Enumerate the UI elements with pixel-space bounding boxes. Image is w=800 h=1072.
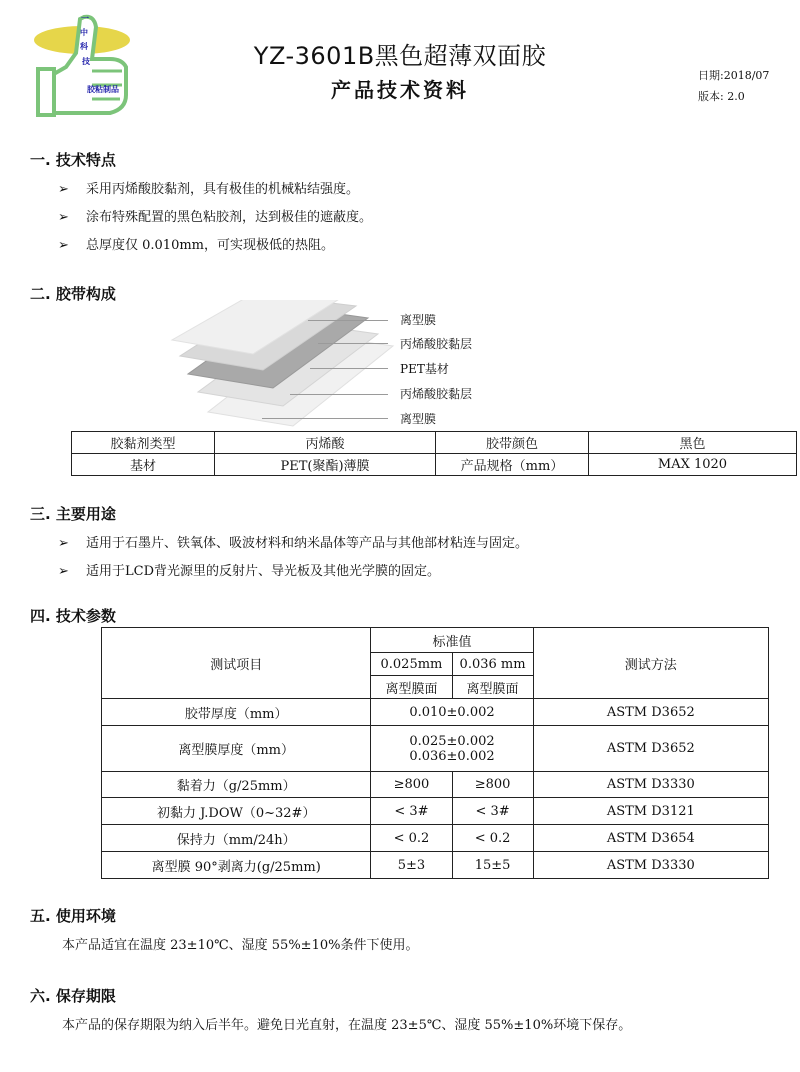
table-cell: 0.010±0.002 [371,699,533,726]
table-cell: 丙烯酸 [215,432,436,454]
table-header: 测试项目 [102,628,371,699]
table-header: 0.036 mm [452,653,533,676]
usage-item [58,560,440,579]
usage-text: 适用于LCD背光源里的反射片、导光板及其他光学膜的固定。 [86,564,441,579]
date-label: 日期:2018/07 [698,69,770,82]
arrow-icon: ➢ [58,210,69,225]
table-cell: 离型膜 90°剥离力(g/25mm) [102,852,371,879]
table-header: 标准值 [371,628,533,653]
table-row [102,699,769,726]
table-row [102,825,769,852]
table-cell: 基材 [72,454,215,476]
cell-line: 0.025±0.002 [409,733,495,749]
table-cell: ASTM D3330 [533,772,768,798]
logo-char-3: 科 [80,42,88,51]
table-row [102,798,769,825]
table-cell: 胶带颜色 [436,432,589,454]
environment-text: 本产品适宜在温度 23±10℃、湿度 55%±10%条件下使用。 [62,938,419,953]
logo-char-1: 一 [81,14,89,23]
table-cell: 保持力（mm/24h） [102,825,371,852]
table-row [72,454,797,476]
table-cell: ≥800 [452,772,533,798]
shelf-life-text: 本产品的保存期限为纳入后半年。避免日光直射，在温度 23±5℃、湿度 55%±10%环境下保存。 [62,1018,632,1033]
table-cell: ASTM D3121 [533,798,768,825]
table-cell: 初黏力 J.DOW（0~32#） [102,798,371,825]
table-cell: 离型膜厚度（mm） [102,726,371,772]
usage-text: 适用于石墨片、铁氧体、吸波材料和纳米晶体等产品与其他部材粘连与固定。 [86,536,529,551]
section-title-structure: 二. 胶带构成 [30,285,116,303]
section-title-features: 一. 技术特点 [30,151,116,169]
layer-label: 丙烯酸胶黏层 [400,387,473,401]
table-row [102,726,769,772]
table-row [102,628,769,653]
table-cell: < 3# [452,798,533,825]
table-row [102,772,769,798]
table-cell: 产品规格（mm） [436,454,589,476]
table-cell: ASTM D3330 [533,852,768,879]
logo-char-4: 技 [82,57,90,66]
parameter-table [101,627,769,879]
feature-text: 总厚度仅 0.010mm，可实现极低的热阻。 [86,238,335,253]
logo-char-5: 胶粘制品 [87,85,119,94]
table-cell: 胶黏剂类型 [72,432,215,454]
spec-table [71,431,797,476]
feature-item [58,234,334,253]
usage-item [58,532,528,551]
table-header: 测试方法 [533,628,768,699]
page-title: YZ-3601B黑色超薄双面胶 [253,42,547,70]
feature-item [58,206,372,225]
section-title-environment: 五. 使用环境 [30,907,116,925]
cell-line: 0.036±0.002 [409,748,495,764]
version-label: 版本: 2.0 [698,90,745,103]
feature-text: 采用丙烯酸胶黏剂，具有极佳的机械粘结强度。 [86,182,360,197]
table-cell: < 0.2 [371,825,452,852]
table-header: 离型膜面 [452,676,533,699]
page-subtitle: 产品技术资料 [331,78,469,102]
table-cell: < 0.2 [452,825,533,852]
section-title-parameters: 四. 技术参数 [30,607,116,625]
layer-label: 离型膜 [400,313,437,327]
arrow-icon: ➢ [58,238,69,253]
section-title-shelf-life: 六. 保存期限 [30,987,116,1005]
feature-text: 涂布特殊配置的黑色粘胶剂，达到极佳的遮蔽度。 [86,210,373,225]
table-cell: 5±3 [371,852,452,879]
table-row [72,432,797,454]
table-header: 0.025mm [371,653,452,676]
table-cell: 黏着力（g/25mm） [102,772,371,798]
arrow-icon: ➢ [58,564,69,579]
arrow-icon: ➢ [58,182,69,197]
table-cell [371,726,533,772]
layer-label: 离型膜 [400,412,437,426]
table-cell: PET(聚酯)薄膜 [215,454,436,476]
table-cell: ASTM D3652 [533,699,768,726]
table-cell: ASTM D3652 [533,726,768,772]
table-cell: MAX 1020 [589,454,797,476]
table-cell: ≥800 [371,772,452,798]
feature-item [58,178,359,197]
section-title-usage: 三. 主要用途 [30,505,116,523]
layer-label: 丙烯酸胶黏层 [400,337,473,351]
arrow-icon: ➢ [58,536,69,551]
table-cell: 胶带厚度（mm） [102,699,371,726]
table-cell: 15±5 [452,852,533,879]
logo-char-2: 中 [80,28,88,37]
table-cell: 黑色 [589,432,797,454]
table-cell: ASTM D3654 [533,825,768,852]
table-row [102,852,769,879]
table-cell: < 3# [371,798,452,825]
layer-label: PET基材 [400,362,449,376]
table-header: 离型膜面 [371,676,452,699]
